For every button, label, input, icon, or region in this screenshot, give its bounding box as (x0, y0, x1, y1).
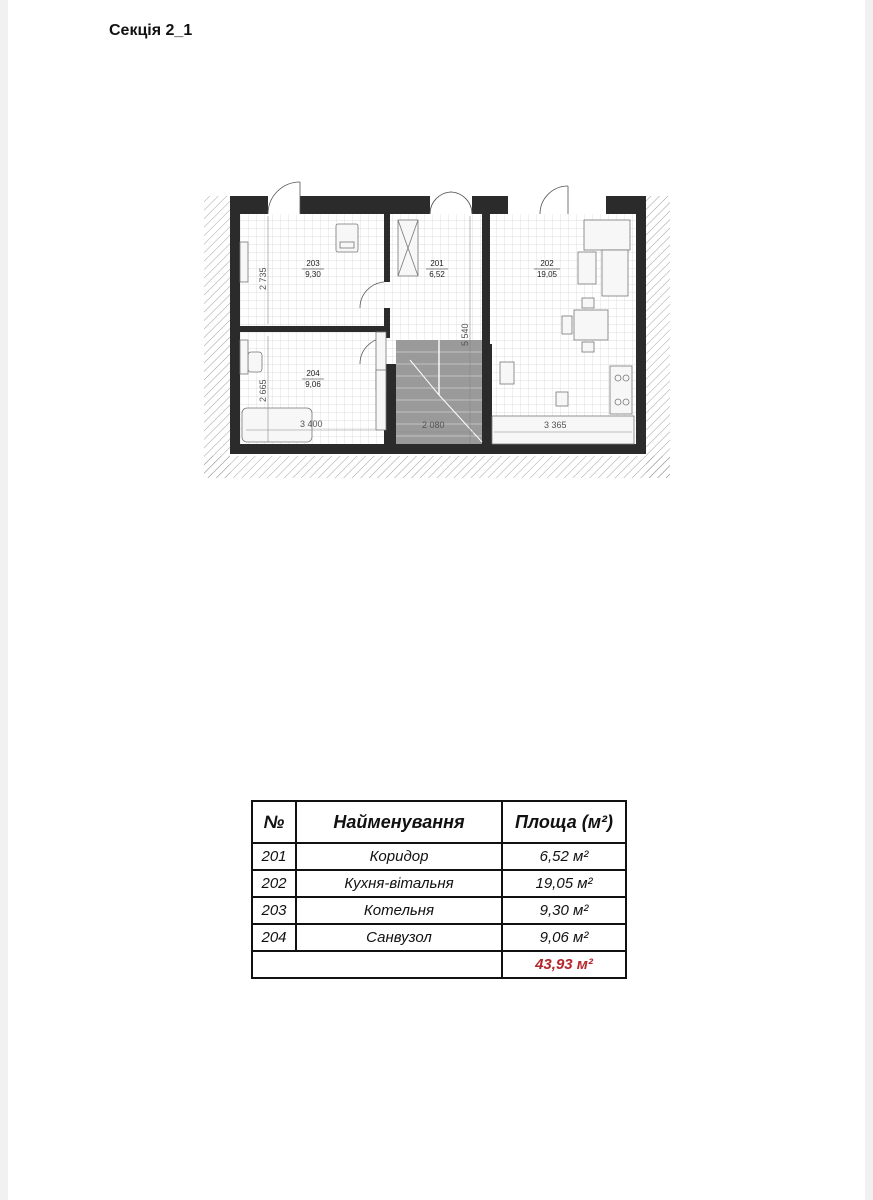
row-name: Санвузол (296, 924, 502, 951)
row-name: Кухня-вітальня (296, 870, 502, 897)
row-name: Котельня (296, 897, 502, 924)
row-area: 9,06 м² (502, 924, 626, 951)
total-area: 43,93 м² (502, 951, 626, 978)
table-header-row (252, 801, 626, 843)
row-number: 203 (252, 897, 296, 924)
table-row (252, 843, 626, 870)
room-area: 9,06 (305, 380, 321, 389)
row-number: 201 (252, 843, 296, 870)
room-number: 203 (306, 259, 320, 268)
dimension-2080: 2 080 (422, 420, 445, 430)
ground-hatch-bottom (204, 456, 670, 478)
dimension-5540: 5 540 (460, 323, 470, 346)
total-label-cell (252, 951, 502, 978)
room-area: 6,52 (429, 270, 445, 279)
area-table (251, 800, 627, 979)
header-name: Найменування (296, 801, 502, 843)
dimension-2735: 2 735 (258, 267, 268, 290)
table-row (252, 870, 626, 897)
ground-hatch-right (646, 196, 670, 478)
ground-hatch-left (204, 196, 230, 478)
dimension-3365: 3 365 (544, 420, 567, 430)
dimension-2665: 2 665 (258, 379, 268, 402)
floor-plan (200, 180, 672, 480)
row-number: 204 (252, 924, 296, 951)
row-name: Коридор (296, 843, 502, 870)
room-number: 204 (306, 369, 320, 378)
table-row (252, 897, 626, 924)
room-area: 19,05 (536, 270, 558, 279)
room-number: 201 (430, 259, 444, 268)
total-row (252, 951, 626, 978)
header-area: Площа (м²) (502, 801, 626, 843)
row-number: 202 (252, 870, 296, 897)
row-area: 6,52 м² (502, 843, 626, 870)
dimension-3400: 3 400 (300, 419, 323, 429)
row-area: 9,30 м² (502, 897, 626, 924)
room-number: 202 (540, 259, 554, 268)
row-area: 19,05 м² (502, 870, 626, 897)
page-title: Секція 2_1 (109, 22, 193, 39)
room-area: 9,30 (305, 270, 321, 279)
header-number: № (252, 801, 296, 843)
table-row (252, 924, 626, 951)
